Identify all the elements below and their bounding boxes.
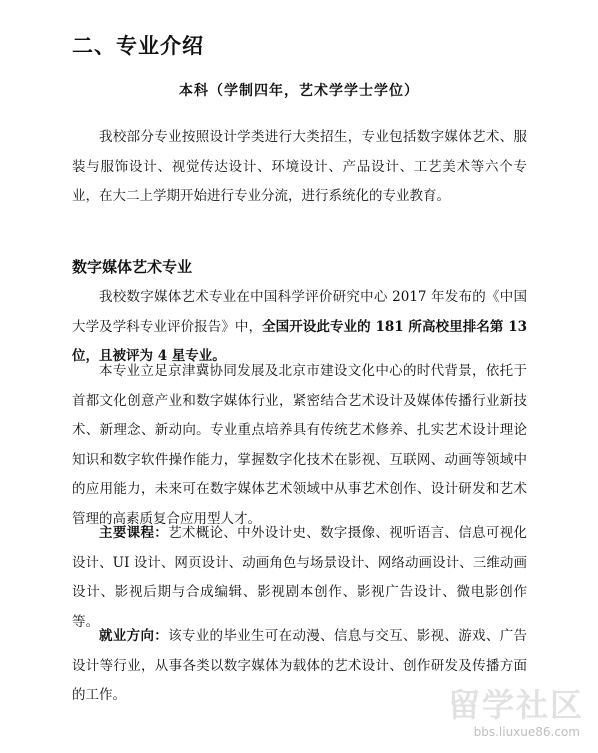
major-heading: 数字媒体艺术专业: [72, 258, 193, 276]
courses-label: 主要课程：: [99, 525, 169, 541]
background-paragraph: 本专业立足京津冀协同发展及北京市建设文化中心的时代背景，依托于首都文化创意产业和数字媒体行业，紧密结合艺术设计及媒体传播行业新技术、新理念、新动向。专业重点培养具有传统艺术修养、扎实艺术设计理论知识和数字软件操作能力，掌握数字化技术在影视、互联网、动画等领域中的应用能力，未来可在数字媒体艺术领域中从事艺术创作、设计研发和艺术管理的高素质复合应用型人才。: [72, 363, 527, 527]
watermark-url: bbs.liuxue86.com: [473, 725, 580, 739]
career-label: 就业方向：: [99, 628, 169, 644]
degree-subtitle: 本科（学制四年，艺术学学士学位）: [179, 83, 419, 99]
courses-text: 艺术概论、中外设计史、数字摄像、视听语言、信息可视化设计、UI 设计、网页设计、动画角色与场景设计、网络动画设计、三维动画设计、影视后期与合成编辑、影视剧本创作、影视广告设计、微电影创作等。: [72, 525, 528, 630]
ranking-text: 我校数字媒体艺术专业在中国科学评价研究中心 2017 年发布的《中国大学及学科专业评价报告》中，: [72, 289, 527, 335]
site-watermark: [414, 687, 584, 739]
watermark-logo: 留学社区: [447, 686, 584, 724]
section-title: 二、专业介绍: [72, 33, 204, 58]
ranking-highlight: 全国开设此专业的 181 所高校里排名第 13 位，且被评为 4 星专业。: [72, 318, 527, 364]
career-text: 该专业的毕业生可在动漫、信息与交互、影视、游戏、广告设计等行业，从事各类以数字媒体为载体的艺术设计、创作研发及传播方面的工作。: [72, 628, 528, 703]
intro-paragraph: 我校部分专业按照设计学类进行大类招生，专业包括数字媒体艺术、服装与服饰设计、视觉传达设计、环境设计、产品设计、工艺美术等六个专业，在大二上学期开始进行专业分流，进行系统化的专业教育。: [72, 129, 527, 204]
courses-paragraph: [72, 519, 527, 637]
